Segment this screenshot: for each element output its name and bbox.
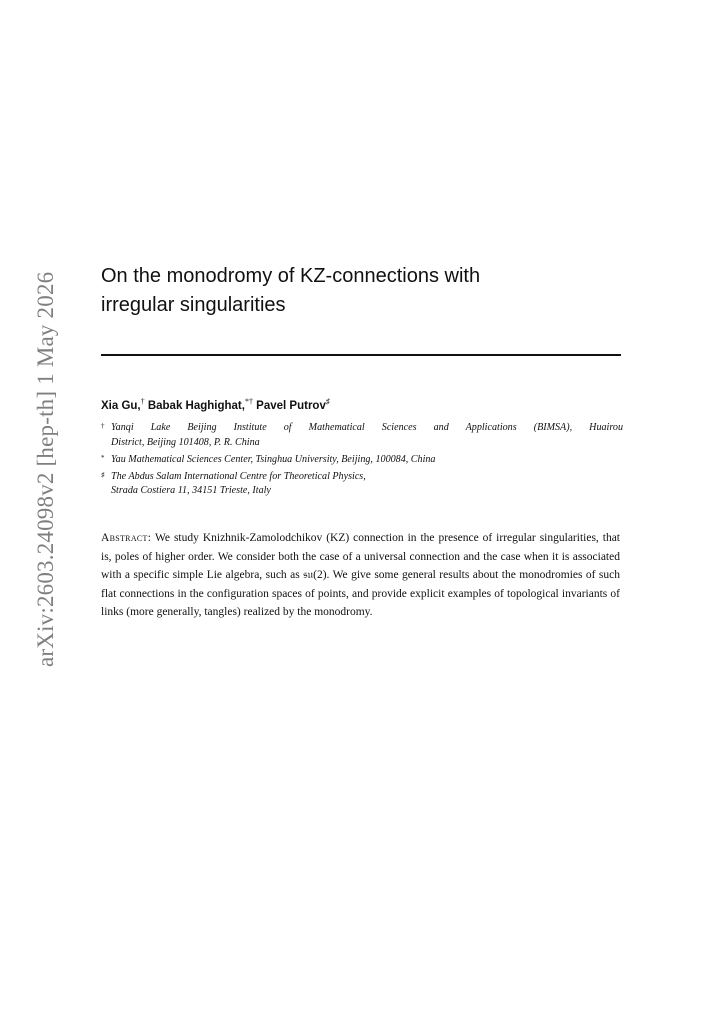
author-name: Babak Haghighat, [147,400,245,412]
affiliation-item [101,470,623,499]
abstract-label: Abstract: [101,532,152,544]
author-list [101,397,330,412]
title-rule [101,354,621,356]
affiliation-mark: † [101,422,105,430]
affiliation-list [101,421,623,501]
affiliation-mark: ♯ [101,470,105,479]
paper-title [101,262,621,320]
affiliation-item [101,453,623,468]
title-line-2: irregular singularities [101,294,286,316]
affiliation-mark: * [101,453,105,462]
author-name: Pavel Putrov [256,400,326,412]
affiliation-line: Yau Mathematical Sciences Center, Tsinghua University, Beijing, 100084, China [111,453,436,465]
abstract-text: We study Knizhnik-Zamolodchikov (KZ) connection in the presence of irregular singularities, that is, poles of higher order. We consider both the case of a universal connection and the case when it is associated with a specific simple Lie algebra, such as 𝔰𝔲(2). We give some general results about the monodromies of such flat connections in the configuration spaces of points, and provide explicit examples of topological invariants of links (more generally, tangles) realized by the monodromy. [101,532,620,619]
arxiv-identifier-stamp: arXiv:2603.24098v2 [hep-th] 1 May 2026 [33,271,58,667]
title-line-1: On the monodromy of KZ-connections with [101,265,481,287]
affiliation-line: District, Beijing 101408, P. R. China [111,436,260,448]
abstract [101,529,620,622]
affiliation-item [101,421,623,450]
affiliation-line: Strada Costiera 11, 34151 Trieste, Italy [111,485,271,497]
author-name: Xia Gu, [101,400,141,412]
author-affiliation-mark: *† [244,397,253,406]
affiliation-line: Yanqi Lake Beijing Institute of Mathematical Sciences and Applications (BIMSA), Huairou [111,422,623,433]
author-affiliation-mark: ♯ [325,397,330,406]
affiliation-line: The Abdus Salam International Centre for Theoretical Physics, [111,470,366,482]
author-affiliation-mark: † [140,397,145,406]
